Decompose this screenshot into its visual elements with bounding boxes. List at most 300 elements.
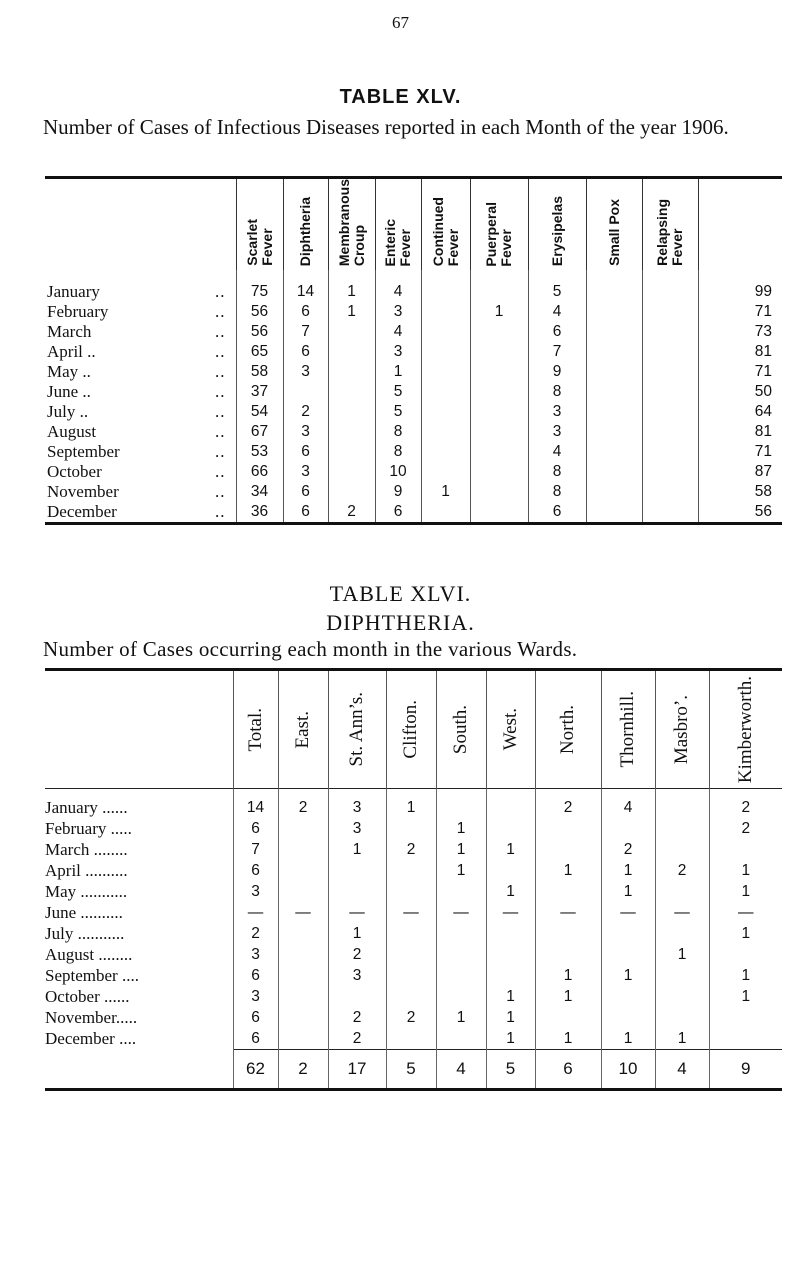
data-cell: 1: [535, 965, 601, 986]
month-cell: [45, 462, 236, 482]
data-cell: [470, 442, 528, 462]
data-cell: 1: [486, 839, 535, 860]
column-header-label: Membranous Croup: [335, 179, 367, 267]
data-cell: 87: [698, 462, 782, 482]
table-row: [45, 322, 782, 342]
data-cell: [421, 462, 470, 482]
data-cell: 6: [283, 502, 328, 524]
data-cell: 2: [233, 923, 278, 944]
data-cell: [328, 442, 375, 462]
data-cell: [470, 382, 528, 402]
column-header: [328, 178, 375, 271]
data-cell: 14: [233, 797, 278, 818]
data-cell: [436, 797, 486, 818]
column-header: [283, 178, 328, 271]
data-cell: 1: [386, 797, 436, 818]
data-cell: —: [386, 902, 436, 923]
ward-column-header: [709, 670, 782, 789]
table-row: [45, 282, 782, 302]
table-row: [45, 442, 782, 462]
data-cell: [642, 422, 698, 442]
data-cell: [283, 382, 328, 402]
data-cell: 2: [283, 402, 328, 422]
data-cell: 6: [375, 502, 421, 524]
data-cell: —: [278, 902, 328, 923]
data-cell: [642, 442, 698, 462]
leader-dots: ..: [215, 442, 226, 462]
month-label: November: [47, 482, 119, 502]
data-cell: 1: [486, 881, 535, 902]
data-cell: 2: [709, 818, 782, 839]
data-cell: 2: [655, 860, 709, 881]
leader-dots: ..: [215, 362, 226, 382]
ward-column-label: Thornhill.: [617, 691, 638, 768]
data-cell: 3: [328, 797, 386, 818]
data-cell: 1: [601, 965, 655, 986]
month-label: November.....: [45, 1007, 138, 1027]
data-cell: 6: [283, 442, 328, 462]
data-cell: 1: [470, 302, 528, 322]
infectious-diseases-table: [45, 176, 782, 525]
table-row: [45, 342, 782, 362]
data-cell: 54: [236, 402, 283, 422]
total-cell: 4: [436, 1050, 486, 1090]
data-cell: [436, 923, 486, 944]
diphtheria-wards-table: [45, 668, 782, 1091]
data-cell: 34: [236, 482, 283, 502]
data-cell: [586, 342, 642, 362]
table-xlvi-caption: Number of Cases occurring each month in the various Wards.: [43, 637, 578, 661]
data-cell: [436, 944, 486, 965]
data-cell: 8: [375, 442, 421, 462]
data-cell: 14: [283, 282, 328, 302]
data-cell: [386, 1028, 436, 1050]
month-label: July ...........: [45, 923, 125, 943]
ward-column-label: East.: [292, 710, 313, 749]
data-cell: [601, 944, 655, 965]
data-cell: [436, 986, 486, 1007]
ward-column-header: [233, 670, 278, 789]
data-cell: 5: [528, 282, 586, 302]
data-cell: 56: [698, 502, 782, 524]
data-cell: [386, 818, 436, 839]
month-label: April ..........: [45, 860, 128, 880]
data-cell: 8: [375, 422, 421, 442]
column-header-label: Small Pox: [605, 199, 622, 267]
column-header: [236, 178, 283, 271]
data-cell: [328, 986, 386, 1007]
data-cell: 7: [283, 322, 328, 342]
data-cell: —: [328, 902, 386, 923]
data-cell: [655, 986, 709, 1007]
month-label: March: [47, 322, 92, 342]
table-row: [45, 422, 782, 442]
data-cell: [278, 860, 328, 881]
month-label: August ........: [45, 944, 133, 964]
column-header: [375, 178, 421, 271]
data-cell: [328, 422, 375, 442]
data-cell: [601, 1007, 655, 1028]
month-label: May ...........: [45, 881, 128, 901]
ward-column-label: West.: [499, 708, 521, 751]
column-header-label: Continued Fever: [429, 196, 461, 267]
data-cell: [278, 881, 328, 902]
data-cell: [421, 442, 470, 462]
data-cell: [642, 342, 698, 362]
data-cell: 81: [698, 342, 782, 362]
data-cell: 9: [375, 482, 421, 502]
data-cell: [642, 302, 698, 322]
data-cell: 67: [236, 422, 283, 442]
data-cell: [586, 482, 642, 502]
data-cell: 64: [698, 402, 782, 422]
month-label: January ......: [45, 797, 128, 817]
data-cell: [535, 944, 601, 965]
data-cell: [278, 839, 328, 860]
data-cell: 37: [236, 382, 283, 402]
data-cell: [486, 797, 535, 818]
data-cell: 1: [709, 923, 782, 944]
leader-dots: ..: [215, 462, 226, 482]
data-cell: [436, 881, 486, 902]
data-cell: 2: [278, 797, 328, 818]
month-label: December: [47, 502, 117, 522]
data-cell: 2: [601, 839, 655, 860]
data-cell: [328, 462, 375, 482]
column-header-label: Puerperal Fever: [483, 201, 514, 267]
data-cell: [586, 322, 642, 342]
data-cell: 1: [535, 1028, 601, 1050]
data-cell: —: [655, 902, 709, 923]
column-header: [421, 178, 470, 271]
data-cell: 3: [233, 944, 278, 965]
month-cell: [45, 502, 236, 524]
totals-row: [45, 1050, 782, 1090]
data-cell: 8: [528, 482, 586, 502]
data-cell: 58: [236, 362, 283, 382]
data-cell: [470, 402, 528, 422]
month-label: June ..: [47, 382, 91, 402]
data-cell: 1: [328, 923, 386, 944]
data-cell: [470, 502, 528, 524]
total-cell: 9: [709, 1050, 782, 1090]
month-cell: [45, 382, 236, 402]
data-cell: 2: [328, 1028, 386, 1050]
data-cell: 1: [655, 944, 709, 965]
data-cell: 1: [436, 818, 486, 839]
month-label: May ..: [47, 362, 91, 382]
column-header: [586, 178, 642, 271]
data-cell: [655, 881, 709, 902]
total-cell: 5: [486, 1050, 535, 1090]
data-cell: 2: [386, 839, 436, 860]
data-cell: 71: [698, 362, 782, 382]
total-cell: 10: [601, 1050, 655, 1090]
column-header-label: Relapsing Fever: [654, 199, 685, 267]
data-cell: [586, 422, 642, 442]
table-xlv-caption: Number of Cases of Infectious Diseases reported in each Month of the year 1906.: [43, 115, 729, 139]
month-column-header: [45, 670, 233, 789]
data-cell: 1: [436, 839, 486, 860]
data-cell: [278, 965, 328, 986]
data-cell: 6: [233, 1028, 278, 1050]
table-row: [45, 965, 782, 986]
data-cell: 6: [233, 818, 278, 839]
data-cell: 6: [233, 965, 278, 986]
data-cell: 3: [528, 422, 586, 442]
data-cell: 2: [328, 502, 375, 524]
data-cell: [421, 362, 470, 382]
data-cell: 3: [528, 402, 586, 422]
data-cell: [436, 965, 486, 986]
ward-column-label: Kimberworth.: [734, 675, 756, 784]
month-label: April ..: [47, 342, 96, 362]
month-label: October ......: [45, 986, 130, 1006]
column-header-label: Scarlet Fever: [243, 219, 275, 267]
data-cell: [535, 839, 601, 860]
data-cell: 1: [375, 362, 421, 382]
ward-column-label: St. Ann’s.: [346, 692, 367, 767]
totals-label-cell: [45, 1050, 233, 1090]
data-cell: [535, 1007, 601, 1028]
month-column-header: [45, 178, 236, 271]
data-cell: 6: [528, 502, 586, 524]
data-cell: 1: [709, 881, 782, 902]
data-cell: [386, 923, 436, 944]
leader-dots: ..: [215, 402, 226, 422]
data-cell: 75: [236, 282, 283, 302]
data-cell: [709, 1028, 782, 1050]
column-header: [528, 178, 586, 271]
data-cell: [586, 502, 642, 524]
ward-column-header: [601, 670, 655, 789]
data-cell: 3: [233, 986, 278, 1007]
data-cell: [586, 402, 642, 422]
data-cell: 71: [698, 302, 782, 322]
table-row: [45, 362, 782, 382]
data-cell: [386, 986, 436, 1007]
data-cell: [642, 502, 698, 524]
data-cell: [278, 986, 328, 1007]
data-cell: [586, 462, 642, 482]
data-cell: 50: [698, 382, 782, 402]
data-cell: [278, 818, 328, 839]
month-label: August: [47, 422, 97, 442]
leader-dots: ..: [215, 502, 226, 522]
data-cell: 81: [698, 422, 782, 442]
total-cell: 62: [233, 1050, 278, 1090]
data-cell: [470, 322, 528, 342]
data-cell: 1: [421, 482, 470, 502]
data-cell: [601, 986, 655, 1007]
data-cell: 71: [698, 442, 782, 462]
month-label: January: [47, 282, 100, 302]
data-cell: 8: [528, 462, 586, 482]
data-cell: [601, 818, 655, 839]
data-cell: 1: [436, 1007, 486, 1028]
table-row: [45, 881, 782, 902]
data-cell: 1: [328, 839, 386, 860]
data-cell: —: [233, 902, 278, 923]
column-header: [470, 178, 528, 271]
data-cell: 1: [486, 1028, 535, 1050]
data-cell: [421, 282, 470, 302]
data-cell: 1: [535, 860, 601, 881]
month-cell: [45, 342, 236, 362]
data-cell: 6: [233, 1007, 278, 1028]
column-header-label: Diphtheria: [297, 196, 313, 267]
data-cell: [470, 342, 528, 362]
table-row: [45, 482, 782, 502]
data-cell: [328, 342, 375, 362]
data-cell: 1: [601, 1028, 655, 1050]
month-label: March ........: [45, 839, 128, 859]
data-cell: —: [535, 902, 601, 923]
month-label: February .....: [45, 818, 132, 838]
data-cell: 1: [535, 986, 601, 1007]
data-cell: [470, 362, 528, 382]
leader-dots: ..: [215, 382, 226, 402]
data-cell: 3: [283, 462, 328, 482]
data-cell: [486, 965, 535, 986]
data-cell: [535, 881, 601, 902]
data-cell: [278, 1007, 328, 1028]
ward-column-label: Masbro’.: [671, 694, 692, 765]
data-cell: 6: [528, 322, 586, 342]
data-cell: 99: [698, 282, 782, 302]
ward-column-label: Total.: [244, 707, 266, 752]
data-cell: —: [601, 902, 655, 923]
data-cell: [421, 422, 470, 442]
data-cell: 7: [528, 342, 586, 362]
table-xlv-title: TABLE XLV.: [339, 86, 462, 108]
data-cell: [421, 342, 470, 362]
data-cell: 56: [236, 302, 283, 322]
table-row: [45, 382, 782, 402]
data-cell: [655, 839, 709, 860]
table-xlvi-title: TABLE XLVI.: [329, 581, 472, 606]
data-cell: [655, 797, 709, 818]
month-cell: [45, 422, 236, 442]
data-cell: 6: [283, 482, 328, 502]
data-cell: [535, 818, 601, 839]
data-cell: 4: [375, 282, 421, 302]
data-cell: [436, 1028, 486, 1050]
data-cell: [386, 860, 436, 881]
data-cell: [328, 362, 375, 382]
data-cell: [486, 923, 535, 944]
leader-dots: ..: [215, 302, 226, 322]
data-cell: 6: [233, 860, 278, 881]
total-cell: 17: [328, 1050, 386, 1090]
data-cell: [586, 302, 642, 322]
data-cell: 3: [283, 422, 328, 442]
ward-column-header: [328, 670, 386, 789]
data-cell: 1: [486, 986, 535, 1007]
column-header-label: Enteric Fever: [382, 218, 413, 267]
month-label: September: [47, 442, 120, 462]
data-cell: 3: [375, 342, 421, 362]
leader-dots: ..: [215, 342, 226, 362]
data-cell: —: [709, 902, 782, 923]
table-row: [45, 944, 782, 965]
data-cell: [535, 923, 601, 944]
ward-column-header: [278, 670, 328, 789]
data-cell: [278, 1028, 328, 1050]
ward-column-label: South.: [450, 704, 471, 755]
data-cell: 10: [375, 462, 421, 482]
page-number: 67: [392, 13, 409, 32]
data-cell: [470, 462, 528, 482]
data-cell: 4: [601, 797, 655, 818]
column-header: [698, 178, 782, 271]
month-cell: [45, 322, 236, 342]
data-cell: [486, 860, 535, 881]
data-cell: 3: [233, 881, 278, 902]
data-cell: 1: [655, 1028, 709, 1050]
table-row: [45, 923, 782, 944]
month-label: February: [47, 302, 109, 322]
table-row: [45, 986, 782, 1007]
table-row: [45, 1007, 782, 1028]
table-xlvi-subtitle: DIPHTHERIA.: [326, 610, 475, 635]
table-row: [45, 462, 782, 482]
data-cell: 1: [601, 881, 655, 902]
data-cell: —: [486, 902, 535, 923]
leader-dots: ..: [215, 282, 226, 302]
data-cell: 2: [386, 1007, 436, 1028]
data-cell: 7: [233, 839, 278, 860]
data-cell: [655, 965, 709, 986]
data-cell: [655, 923, 709, 944]
data-cell: 3: [375, 302, 421, 322]
ward-column-label: North.: [557, 704, 578, 755]
ward-column-header: [655, 670, 709, 789]
data-cell: [278, 923, 328, 944]
data-cell: [421, 302, 470, 322]
data-cell: [655, 1007, 709, 1028]
data-cell: [709, 1007, 782, 1028]
data-cell: 4: [528, 442, 586, 462]
data-cell: [470, 422, 528, 442]
data-cell: 1: [328, 302, 375, 322]
table-row: [45, 839, 782, 860]
total-cell: 5: [386, 1050, 436, 1090]
month-cell: [45, 302, 236, 322]
data-cell: 2: [328, 1007, 386, 1028]
data-cell: 1: [328, 282, 375, 302]
ward-column-header: [486, 670, 535, 789]
data-cell: 2: [328, 944, 386, 965]
data-cell: 36: [236, 502, 283, 524]
data-cell: [642, 322, 698, 342]
data-cell: 1: [601, 860, 655, 881]
ward-column-header: [436, 670, 486, 789]
data-cell: [642, 482, 698, 502]
data-cell: —: [436, 902, 486, 923]
ward-column-label: Clifton.: [400, 700, 421, 759]
data-cell: [642, 402, 698, 422]
data-cell: 65: [236, 342, 283, 362]
total-cell: 2: [278, 1050, 328, 1090]
data-cell: [386, 944, 436, 965]
table-row: [45, 502, 782, 524]
data-cell: 2: [709, 797, 782, 818]
data-cell: 3: [283, 362, 328, 382]
data-cell: [470, 282, 528, 302]
month-label: July ..: [47, 402, 89, 422]
leader-dots: ..: [215, 482, 226, 502]
